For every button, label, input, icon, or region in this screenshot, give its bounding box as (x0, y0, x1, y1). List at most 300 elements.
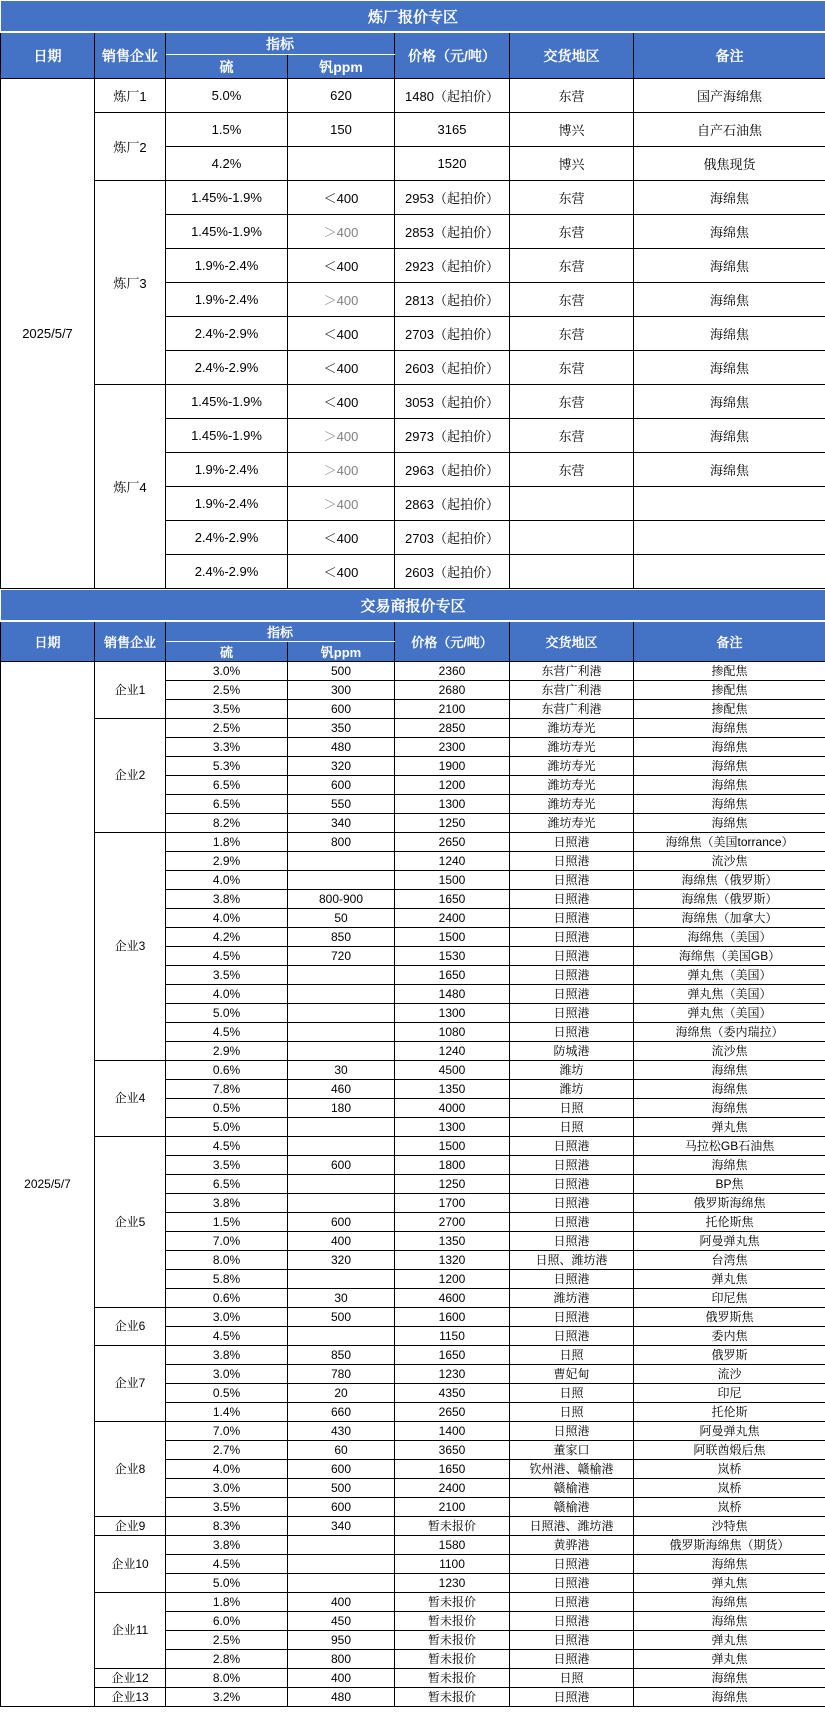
cell-price: 1900 (395, 757, 510, 776)
enterprise-cell: 炼厂4 (95, 385, 166, 589)
cell-remark: 俄罗斯海绵焦（期货） (634, 1536, 825, 1555)
cell-vanadium: ＜400 (288, 317, 395, 351)
cell-region (510, 555, 634, 589)
cell-remark: 海绵焦 (634, 795, 825, 814)
cell-vanadium (288, 1327, 395, 1346)
cell-sulfur: 3.8% (166, 890, 288, 909)
col-header-price: 价格（元/吨） (395, 621, 510, 662)
cell-sulfur: 2.9% (166, 1042, 288, 1061)
cell-region: 潍坊寿光 (510, 795, 634, 814)
table-row (1, 181, 825, 215)
cell-region: 赣榆港 (510, 1479, 634, 1498)
cell-price: 3165 (395, 113, 510, 147)
cell-price: 3053（起拍价） (395, 385, 510, 419)
cell-price: 1300 (395, 1004, 510, 1023)
cell-region: 日照港 (510, 1688, 634, 1707)
table-row (1, 385, 825, 419)
cell-region: 日照港 (510, 1004, 634, 1023)
cell-region: 日照 (510, 1099, 634, 1118)
cell-region: 日照 (510, 1346, 634, 1365)
cell-sulfur: 4.0% (166, 909, 288, 928)
cell-sulfur: 1.9%-2.4% (166, 487, 288, 521)
cell-remark: 弹丸焦（美国） (634, 985, 825, 1004)
cell-sulfur: 0.5% (166, 1099, 288, 1118)
cell-remark: 俄罗斯 (634, 1346, 825, 1365)
cell-sulfur: 7.0% (166, 1422, 288, 1441)
cell-vanadium: 600 (288, 1213, 395, 1232)
cell-price: 暂未报价 (395, 1669, 510, 1688)
cell-remark: 海绵焦 (634, 249, 825, 283)
cell-remark: 印尼 (634, 1384, 825, 1403)
cell-vanadium: 30 (288, 1061, 395, 1080)
cell-vanadium (288, 871, 395, 890)
cell-price: 1300 (395, 1118, 510, 1137)
cell-sulfur: 6.5% (166, 1175, 288, 1194)
cell-sulfur: 7.0% (166, 1232, 288, 1251)
cell-price: 1200 (395, 1270, 510, 1289)
cell-region: 日照 (510, 1403, 634, 1422)
cell-price: 2360 (395, 662, 510, 681)
cell-region: 日照港 (510, 852, 634, 871)
cell-remark: 海绵焦（俄罗斯） (634, 871, 825, 890)
cell-region: 日照港 (510, 1555, 634, 1574)
cell-remark: 俄罗斯海绵焦 (634, 1194, 825, 1213)
cell-remark: 海绵焦 (634, 1593, 825, 1612)
cell-vanadium: 600 (288, 700, 395, 719)
cell-region: 董家口 (510, 1441, 634, 1460)
cell-vanadium: 600 (288, 1498, 395, 1517)
cell-price: 暂未报价 (395, 1593, 510, 1612)
cell-vanadium: 500 (288, 1308, 395, 1327)
cell-region: 日照港 (510, 1270, 634, 1289)
cell-vanadium: 850 (288, 1346, 395, 1365)
cell-vanadium: 320 (288, 1251, 395, 1270)
cell-price: 2680 (395, 681, 510, 700)
cell-remark: 阿曼弹丸焦 (634, 1422, 825, 1441)
cell-remark: 海绵焦 (634, 351, 825, 385)
cell-remark: 岚桥 (634, 1460, 825, 1479)
cell-price: 2650 (395, 1403, 510, 1422)
cell-remark: 海绵焦 (634, 419, 825, 453)
cell-region: 潍坊寿光 (510, 719, 634, 738)
cell-price: 1650 (395, 1346, 510, 1365)
cell-price: 2603（起拍价） (395, 555, 510, 589)
cell-vanadium (288, 1536, 395, 1555)
enterprise-cell: 企业2 (95, 719, 166, 833)
cell-region: 东营 (510, 79, 634, 113)
cell-remark: 托伦斯焦 (634, 1213, 825, 1232)
cell-remark: 海绵焦 (634, 453, 825, 487)
refinery-quote-table (0, 0, 825, 589)
table-row (1, 1688, 825, 1707)
cell-region: 日照港 (510, 1422, 634, 1441)
cell-vanadium (288, 985, 395, 1004)
cell-region: 日照 (510, 1384, 634, 1403)
cell-price: 1150 (395, 1327, 510, 1346)
cell-region: 日照港 (510, 1308, 634, 1327)
cell-sulfur: 2.5% (166, 1631, 288, 1650)
cell-sulfur: 1.5% (166, 1213, 288, 1232)
cell-price: 1500 (395, 1137, 510, 1156)
cell-vanadium: 480 (288, 1688, 395, 1707)
cell-remark: 阿曼弹丸焦 (634, 1232, 825, 1251)
cell-remark: 海绵焦（委内瑞拉） (634, 1023, 825, 1042)
cell-remark: 海绵焦 (634, 757, 825, 776)
enterprise-cell: 炼厂2 (95, 113, 166, 181)
cell-remark: 弹丸焦 (634, 1574, 825, 1593)
cell-sulfur: 1.8% (166, 1593, 288, 1612)
cell-sulfur: 1.5% (166, 113, 288, 147)
cell-sulfur: 8.2% (166, 814, 288, 833)
enterprise-cell: 企业3 (95, 833, 166, 1061)
cell-region: 日照港 (510, 871, 634, 890)
cell-remark: 台湾焦 (634, 1251, 825, 1270)
cell-vanadium: 620 (288, 79, 395, 113)
table-row (1, 1517, 825, 1536)
cell-sulfur: 3.5% (166, 1156, 288, 1175)
cell-region: 日照港 (510, 1232, 634, 1251)
section-title: 炼厂报价专区 (1, 1, 825, 33)
col-header-sulfur: 硫 (166, 55, 288, 79)
cell-vanadium: 150 (288, 113, 395, 147)
col-header-date: 日期 (1, 32, 95, 79)
cell-region: 日照港 (510, 833, 634, 852)
col-header-date: 日期 (1, 621, 95, 662)
enterprise-cell: 企业13 (95, 1688, 166, 1707)
cell-region: 日照港 (510, 928, 634, 947)
cell-vanadium: 400 (288, 1669, 395, 1688)
cell-price: 1480 (395, 985, 510, 1004)
cell-remark: 国产海绵焦 (634, 79, 825, 113)
cell-vanadium: ＜400 (288, 249, 395, 283)
cell-vanadium: 20 (288, 1384, 395, 1403)
cell-region: 日照港 (510, 1156, 634, 1175)
cell-vanadium: 30 (288, 1289, 395, 1308)
table-row (1, 1422, 825, 1441)
cell-price: 2703（起拍价） (395, 317, 510, 351)
cell-vanadium (288, 1118, 395, 1137)
cell-remark: 沙特焦 (634, 1517, 825, 1536)
cell-sulfur: 8.0% (166, 1251, 288, 1270)
cell-region: 日照港 (510, 1593, 634, 1612)
cell-remark: BP焦 (634, 1175, 825, 1194)
cell-region: 曹妃甸 (510, 1365, 634, 1384)
cell-sulfur: 1.9%-2.4% (166, 283, 288, 317)
cell-price: 1230 (395, 1365, 510, 1384)
cell-vanadium: 320 (288, 757, 395, 776)
cell-sulfur: 2.4%-2.9% (166, 351, 288, 385)
cell-sulfur: 3.2% (166, 1688, 288, 1707)
cell-vanadium: 660 (288, 1403, 395, 1422)
cell-price: 1250 (395, 1175, 510, 1194)
cell-sulfur: 3.8% (166, 1194, 288, 1213)
cell-sulfur: 3.3% (166, 738, 288, 757)
cell-sulfur: 5.0% (166, 1574, 288, 1593)
cell-sulfur: 6.5% (166, 776, 288, 795)
cell-vanadium: ＜400 (288, 521, 395, 555)
cell-sulfur: 3.5% (166, 966, 288, 985)
cell-region: 日照港 (510, 909, 634, 928)
cell-remark: 海绵焦 (634, 317, 825, 351)
cell-region (510, 487, 634, 521)
cell-sulfur: 4.0% (166, 985, 288, 1004)
cell-region: 东营广利港 (510, 700, 634, 719)
cell-remark: 海绵焦 (634, 385, 825, 419)
cell-price: 2300 (395, 738, 510, 757)
cell-vanadium (288, 1194, 395, 1213)
cell-vanadium (288, 1270, 395, 1289)
trader-quote-table (0, 589, 825, 1707)
cell-price: 1240 (395, 1042, 510, 1061)
cell-region: 防城港 (510, 1042, 634, 1061)
col-header-region: 交货地区 (510, 32, 634, 79)
cell-remark: 俄罗斯焦 (634, 1308, 825, 1327)
cell-vanadium (288, 1574, 395, 1593)
cell-region: 东营 (510, 181, 634, 215)
cell-sulfur: 4.0% (166, 1460, 288, 1479)
cell-vanadium: 780 (288, 1365, 395, 1384)
cell-price: 4350 (395, 1384, 510, 1403)
col-header-vanadium: 钒ppm (288, 55, 395, 79)
cell-remark: 掺配焦 (634, 662, 825, 681)
cell-remark: 海绵焦 (634, 1061, 825, 1080)
cell-sulfur: 3.0% (166, 1479, 288, 1498)
cell-price: 2700 (395, 1213, 510, 1232)
cell-remark: 掺配焦 (634, 681, 825, 700)
cell-price: 1500 (395, 871, 510, 890)
cell-vanadium: 180 (288, 1099, 395, 1118)
table-row (1, 1669, 825, 1688)
cell-remark: 弹丸焦 (634, 1650, 825, 1669)
col-header-remark: 备注 (634, 621, 825, 662)
section-title: 交易商报价专区 (1, 590, 825, 622)
cell-region: 日照港 (510, 1574, 634, 1593)
cell-sulfur: 3.8% (166, 1346, 288, 1365)
enterprise-cell: 企业4 (95, 1061, 166, 1137)
cell-vanadium: 500 (288, 662, 395, 681)
cell-region: 东营 (510, 351, 634, 385)
cell-price: 暂未报价 (395, 1688, 510, 1707)
cell-remark (634, 487, 825, 521)
cell-region: 日照港 (510, 1213, 634, 1232)
table-row (1, 719, 825, 738)
cell-remark: 海绵焦（美国torrance） (634, 833, 825, 852)
cell-remark (634, 521, 825, 555)
cell-remark: 海绵焦 (634, 814, 825, 833)
cell-vanadium (288, 1137, 395, 1156)
cell-price: 2400 (395, 909, 510, 928)
cell-remark: 俄焦现货 (634, 147, 825, 181)
cell-remark: 阿联酋煅后焦 (634, 1441, 825, 1460)
cell-region: 潍坊寿光 (510, 814, 634, 833)
cell-region: 日照 (510, 1118, 634, 1137)
cell-region: 博兴 (510, 147, 634, 181)
cell-remark: 海绵焦（加拿大） (634, 909, 825, 928)
table-row (1, 1593, 825, 1612)
cell-vanadium (288, 852, 395, 871)
cell-price: 1800 (395, 1156, 510, 1175)
cell-remark: 海绵焦 (634, 181, 825, 215)
cell-remark: 委内焦 (634, 1327, 825, 1346)
table-row (1, 79, 825, 113)
cell-vanadium: 600 (288, 776, 395, 795)
cell-vanadium: ＞400 (288, 283, 395, 317)
enterprise-cell: 企业12 (95, 1669, 166, 1688)
cell-region: 日照港 (510, 947, 634, 966)
cell-sulfur: 2.5% (166, 681, 288, 700)
cell-remark: 托伦斯 (634, 1403, 825, 1422)
cell-remark: 海绵焦（俄罗斯） (634, 890, 825, 909)
cell-price: 1650 (395, 890, 510, 909)
cell-sulfur: 4.5% (166, 1555, 288, 1574)
cell-vanadium: ＜400 (288, 555, 395, 589)
cell-region: 博兴 (510, 113, 634, 147)
cell-remark: 海绵焦 (634, 738, 825, 757)
col-header-region: 交货地区 (510, 621, 634, 662)
col-header-vanadium: 钒ppm (288, 642, 395, 662)
cell-sulfur: 1.45%-1.9% (166, 181, 288, 215)
cell-remark: 弹丸焦 (634, 1270, 825, 1289)
cell-vanadium (288, 1175, 395, 1194)
cell-vanadium: 600 (288, 1156, 395, 1175)
cell-vanadium: 800 (288, 1650, 395, 1669)
cell-sulfur: 3.0% (166, 662, 288, 681)
col-header-indicator: 指标 (166, 621, 395, 642)
cell-vanadium (288, 966, 395, 985)
cell-sulfur: 5.8% (166, 1270, 288, 1289)
cell-price: 2973（起拍价） (395, 419, 510, 453)
cell-price: 1250 (395, 814, 510, 833)
cell-remark: 马拉松GB石油焦 (634, 1137, 825, 1156)
cell-region: 东营 (510, 283, 634, 317)
cell-remark: 海绵焦 (634, 1688, 825, 1707)
col-header-enterprise: 销售企业 (95, 621, 166, 662)
cell-remark: 海绵焦 (634, 1555, 825, 1574)
cell-vanadium: 950 (288, 1631, 395, 1650)
enterprise-cell: 企业1 (95, 662, 166, 719)
cell-sulfur: 8.0% (166, 1669, 288, 1688)
cell-region: 日照港 (510, 1175, 634, 1194)
cell-price: 1580 (395, 1536, 510, 1555)
cell-region: 潍坊 (510, 1061, 634, 1080)
cell-sulfur: 3.0% (166, 1308, 288, 1327)
cell-sulfur: 3.8% (166, 1536, 288, 1555)
cell-sulfur: 4.5% (166, 947, 288, 966)
cell-remark: 流沙焦 (634, 852, 825, 871)
cell-sulfur: 4.5% (166, 1023, 288, 1042)
cell-price: 3650 (395, 1441, 510, 1460)
cell-remark: 自产石油焦 (634, 113, 825, 147)
cell-vanadium (288, 1023, 395, 1042)
enterprise-cell: 炼厂1 (95, 79, 166, 113)
cell-sulfur: 5.0% (166, 1004, 288, 1023)
cell-price: 1350 (395, 1232, 510, 1251)
cell-vanadium: 340 (288, 814, 395, 833)
col-header-sulfur: 硫 (166, 642, 288, 662)
cell-price: 1600 (395, 1308, 510, 1327)
table-row (1, 1346, 825, 1365)
cell-region: 东营广利港 (510, 681, 634, 700)
table-row (1, 833, 825, 852)
cell-remark: 海绵焦 (634, 1156, 825, 1175)
cell-price: 2863（起拍价） (395, 487, 510, 521)
cell-price: 暂未报价 (395, 1517, 510, 1536)
cell-region: 潍坊港 (510, 1289, 634, 1308)
enterprise-cell: 企业9 (95, 1517, 166, 1536)
cell-price: 2703（起拍价） (395, 521, 510, 555)
cell-price: 1230 (395, 1574, 510, 1593)
cell-sulfur: 1.4% (166, 1403, 288, 1422)
cell-region: 日照港、潍坊港 (510, 1517, 634, 1536)
cell-price: 1650 (395, 966, 510, 985)
enterprise-cell: 炼厂3 (95, 181, 166, 385)
cell-vanadium: 350 (288, 719, 395, 738)
cell-vanadium: 800-900 (288, 890, 395, 909)
cell-vanadium: 400 (288, 1232, 395, 1251)
cell-price: 1700 (395, 1194, 510, 1213)
cell-price: 1240 (395, 852, 510, 871)
cell-region: 日照港 (510, 1194, 634, 1213)
cell-remark: 弹丸焦 (634, 1118, 825, 1137)
enterprise-cell: 企业7 (95, 1346, 166, 1422)
cell-price: 2813（起拍价） (395, 283, 510, 317)
cell-sulfur: 5.0% (166, 1118, 288, 1137)
cell-sulfur: 0.6% (166, 1289, 288, 1308)
cell-sulfur: 3.0% (166, 1365, 288, 1384)
cell-vanadium: 850 (288, 928, 395, 947)
date-cell: 2025/5/7 (1, 79, 95, 589)
cell-vanadium: 300 (288, 681, 395, 700)
cell-vanadium: 720 (288, 947, 395, 966)
cell-remark: 弹丸焦 (634, 1631, 825, 1650)
cell-price: 2603（起拍价） (395, 351, 510, 385)
cell-price: 2963（起拍价） (395, 453, 510, 487)
cell-price: 1350 (395, 1080, 510, 1099)
cell-region: 东营 (510, 385, 634, 419)
cell-sulfur: 3.5% (166, 700, 288, 719)
cell-remark: 流沙焦 (634, 1042, 825, 1061)
col-header-enterprise: 销售企业 (95, 32, 166, 79)
cell-price: 1080 (395, 1023, 510, 1042)
cell-region: 东营 (510, 215, 634, 249)
cell-remark: 海绵焦 (634, 1099, 825, 1118)
cell-vanadium: ＞400 (288, 487, 395, 521)
cell-vanadium: 50 (288, 909, 395, 928)
cell-region (510, 521, 634, 555)
cell-price: 暂未报价 (395, 1650, 510, 1669)
cell-vanadium: 480 (288, 738, 395, 757)
cell-sulfur: 6.0% (166, 1612, 288, 1631)
cell-remark: 岚桥 (634, 1498, 825, 1517)
cell-vanadium: ＜400 (288, 351, 395, 385)
cell-price: 1480（起拍价） (395, 79, 510, 113)
cell-price: 1320 (395, 1251, 510, 1270)
cell-sulfur: 2.4%-2.9% (166, 555, 288, 589)
cell-vanadium: 550 (288, 795, 395, 814)
cell-sulfur: 1.8% (166, 833, 288, 852)
cell-region: 潍坊寿光 (510, 738, 634, 757)
cell-region: 东营 (510, 419, 634, 453)
cell-remark: 海绵焦 (634, 776, 825, 795)
cell-sulfur: 4.0% (166, 871, 288, 890)
cell-price: 2923（起拍价） (395, 249, 510, 283)
cell-region: 钦州港、赣榆港 (510, 1460, 634, 1479)
col-header-indicator: 指标 (166, 32, 395, 55)
cell-remark: 海绵焦 (634, 215, 825, 249)
cell-region: 赣榆港 (510, 1498, 634, 1517)
cell-vanadium: ＞400 (288, 453, 395, 487)
cell-remark: 掺配焦 (634, 700, 825, 719)
